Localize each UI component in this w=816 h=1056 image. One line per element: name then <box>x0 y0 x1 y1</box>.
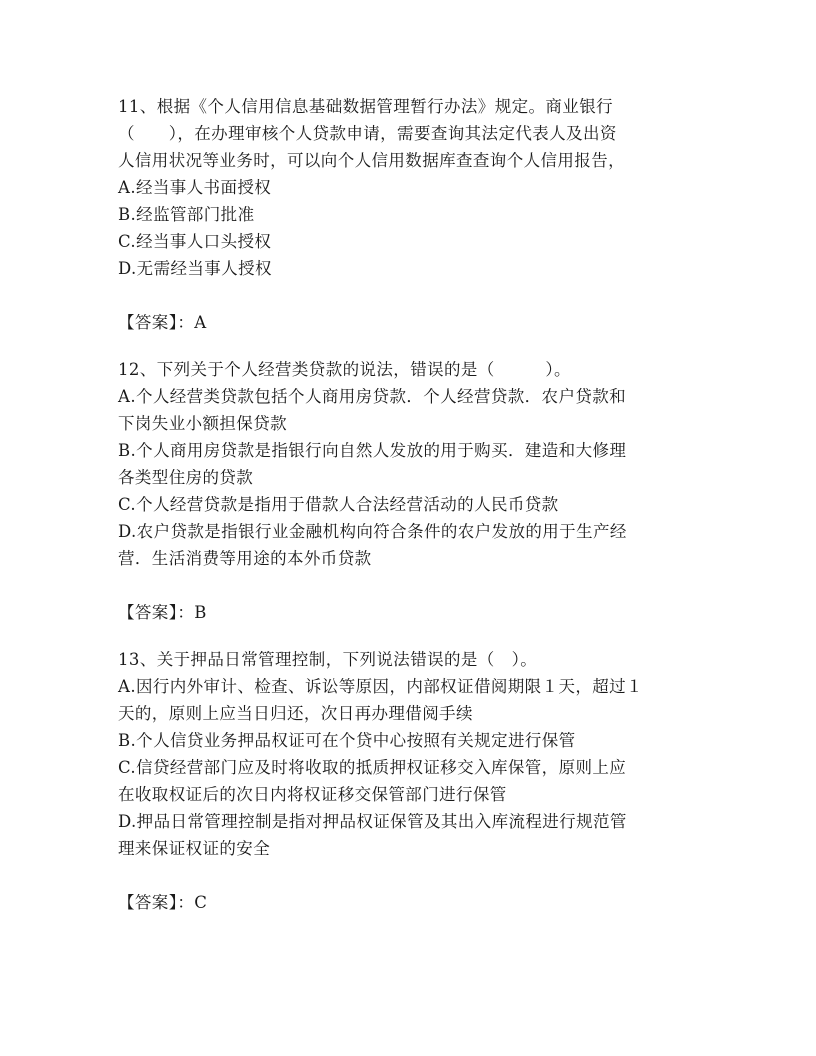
option-a-continued: 天的，原则上应当日归还，次日再办理借阅手续 <box>118 704 473 723</box>
answer-label: 【答案】：C <box>118 893 208 912</box>
option-c: C.经当事人口头授权 <box>118 232 272 251</box>
question-text-line: 12、下列关于个人经营类贷款的说法，错误的是（ ）。 <box>118 360 571 379</box>
question-text-line: 11、根据《个人信用信息基础数据管理暂行办法》规定。商业银行 <box>118 97 613 116</box>
question-12 <box>118 356 718 646</box>
question-11 <box>118 93 718 356</box>
answer-label: 【答案】：A <box>118 313 207 332</box>
option-d: D.农户贷款是指银行业金融机构向符合条件的农户发放的用于生产经 <box>118 522 627 541</box>
question-text-line: 13、关于押品日常管理控制，下列说法错误的是（ ）。 <box>118 650 538 669</box>
option-b-continued: 各类型住房的贷款 <box>118 468 254 487</box>
question-13 <box>118 646 718 916</box>
option-b: B.经监管部门批准 <box>118 205 255 224</box>
option-b: B.个人信贷业务押品权证可在个贷中心按照有关规定进行保管 <box>118 731 576 750</box>
option-c: C.信贷经营部门应及时将收取的抵质押权证移交入库保管，原则上应 <box>118 758 627 777</box>
option-b: B.个人商用房贷款是指银行向自然人发放的用于购买．建造和大修理 <box>118 441 627 460</box>
question-text-line: 人信用状况等业务时，可以向个人信用数据库查查询个人信用报告， <box>118 151 625 170</box>
option-d: D.押品日常管理控制是指对押品权证保管及其出入库流程进行规范管 <box>118 812 627 831</box>
option-c-continued: 在收取权证后的次日内将权证移交保管部门进行保管 <box>118 785 507 804</box>
option-a-continued: 下岗失业小额担保贷款 <box>118 414 287 433</box>
question-text-line: （ ），在办理审核个人贷款申请，需要查询其法定代表人及出资 <box>118 124 617 143</box>
option-a: A.个人经营类贷款包括个人商用房贷款．个人经营贷款．农户贷款和 <box>118 387 627 406</box>
option-c: C.个人经营贷款是指用于借款人合法经营活动的人民币贷款 <box>118 495 559 514</box>
option-d-continued: 营．生活消费等用途的本外币贷款 <box>118 549 372 568</box>
document-page <box>118 93 718 916</box>
option-d-continued: 理来保证权证的安全 <box>118 839 271 858</box>
answer-label: 【答案】：B <box>118 603 207 622</box>
option-a: A.经当事人书面授权 <box>118 178 272 197</box>
option-a: A.因行内外审计、检查、诉讼等原因，内部权证借阅期限１天，超过１ <box>118 677 643 696</box>
option-d: D.无需经当事人授权 <box>118 259 272 278</box>
